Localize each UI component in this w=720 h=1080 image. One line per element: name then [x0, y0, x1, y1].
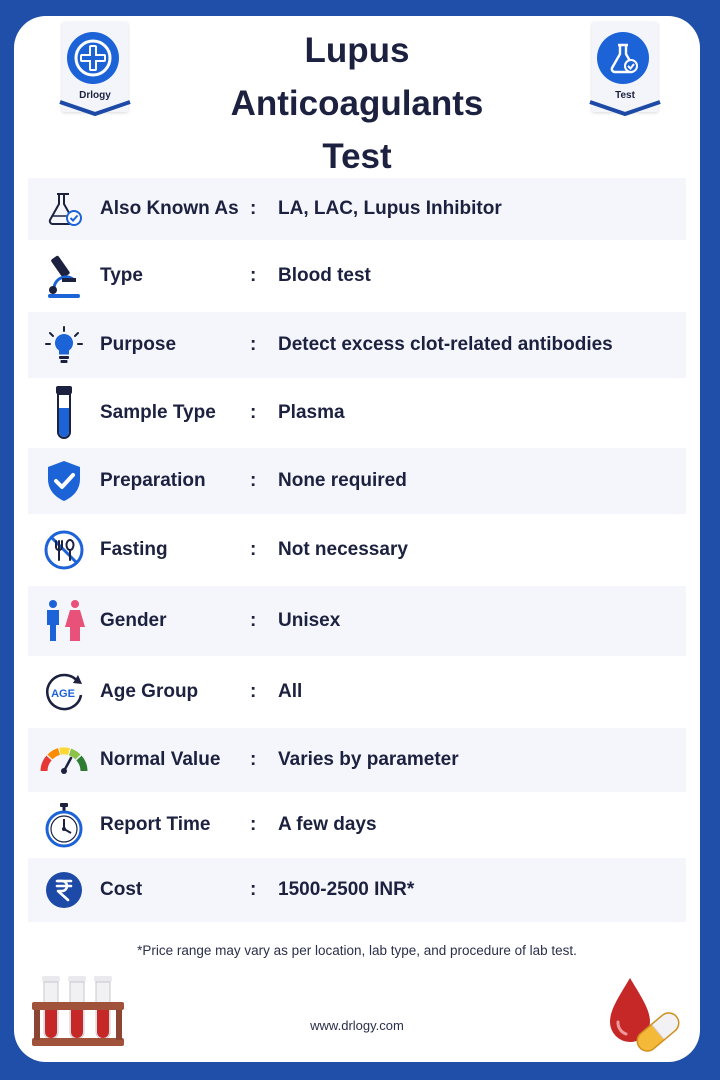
- test-badge[interactable]: [588, 22, 662, 118]
- blood-drop-pill-icon: [604, 974, 688, 1062]
- row-colon: :: [250, 402, 257, 423]
- info-card: [14, 16, 700, 1062]
- website-link[interactable]: www.drlogy.com: [310, 1018, 404, 1033]
- title-line-2: Anticoagulants: [230, 84, 484, 123]
- row-label: Age Group: [100, 681, 199, 702]
- title-line-1: Lupus: [304, 31, 410, 70]
- row-label: Purpose: [100, 334, 177, 355]
- lightbulb-icon: [28, 325, 100, 365]
- ribbon-chevron-icon: [588, 100, 662, 118]
- row-label: Also Known As: [100, 198, 239, 219]
- row-label: Report Time: [100, 814, 211, 835]
- row-value: All: [278, 681, 303, 702]
- row-preparation: [28, 448, 686, 514]
- row-label: Preparation: [100, 470, 206, 491]
- row-colon: :: [250, 539, 257, 560]
- row-colon: :: [250, 610, 257, 631]
- gauge-icon: [28, 745, 100, 775]
- row-colon: :: [250, 879, 257, 900]
- row-value: Blood test: [278, 265, 371, 286]
- row-label: Normal Value: [100, 749, 221, 770]
- row-also-known-as: [28, 178, 686, 240]
- gender-icon: [28, 599, 100, 643]
- row-label: Cost: [100, 879, 143, 900]
- shield-check-icon: [28, 459, 100, 503]
- row-label: Type: [100, 265, 143, 286]
- price-footnote: *Price range may vary as per location, lab type, and procedure of lab test.: [137, 943, 577, 958]
- drlogy-badge-label: Drlogy: [79, 90, 111, 101]
- row-normal-value: [28, 728, 686, 792]
- row-report-time: [28, 792, 686, 858]
- drlogy-badge[interactable]: [58, 22, 132, 118]
- title-line-3: Test: [322, 137, 392, 176]
- row-purpose: [28, 312, 686, 378]
- info-table: [28, 178, 686, 922]
- row-colon: :: [250, 814, 257, 835]
- rupee-icon: [28, 870, 100, 910]
- microscope-icon: [28, 252, 100, 300]
- row-colon: :: [250, 198, 257, 219]
- test-tube-icon: [28, 384, 100, 442]
- row-value: LA, LAC, Lupus Inhibitor: [278, 198, 502, 219]
- row-value: Detect excess clot-related antibodies: [278, 334, 613, 355]
- row-value: None required: [278, 470, 407, 491]
- row-fasting: [28, 514, 686, 586]
- row-value: Plasma: [278, 402, 345, 423]
- row-value: Not necessary: [278, 539, 408, 560]
- ribbon-chevron-icon: [58, 100, 132, 118]
- test-badge-label: Test: [615, 90, 635, 101]
- row-label: Gender: [100, 610, 167, 631]
- row-colon: :: [250, 681, 257, 702]
- row-age-group: [28, 656, 686, 728]
- test-tubes-rack-icon: [30, 974, 126, 1055]
- row-colon: :: [250, 334, 257, 355]
- row-value: 1500-2500 INR*: [278, 879, 415, 900]
- row-sample-type: [28, 378, 686, 448]
- row-value: A few days: [278, 814, 377, 835]
- row-value: Varies by parameter: [278, 749, 459, 770]
- row-colon: :: [250, 749, 257, 770]
- svg-text:AGE: AGE: [51, 688, 75, 700]
- page-title: [164, 24, 550, 183]
- age-icon: [28, 671, 100, 713]
- row-value: Unisex: [278, 610, 341, 631]
- flask-badge-icon: [597, 32, 649, 84]
- row-label: Fasting: [100, 539, 168, 560]
- flask-check-icon: [28, 189, 100, 229]
- row-cost: [28, 858, 686, 922]
- row-label: Sample Type: [100, 402, 216, 423]
- drlogy-logo-icon: [67, 32, 119, 84]
- row-gender: [28, 586, 686, 656]
- row-colon: :: [250, 265, 257, 286]
- row-type: [28, 240, 686, 312]
- stopwatch-icon: [28, 802, 100, 848]
- no-food-icon: [28, 529, 100, 571]
- row-colon: :: [250, 470, 257, 491]
